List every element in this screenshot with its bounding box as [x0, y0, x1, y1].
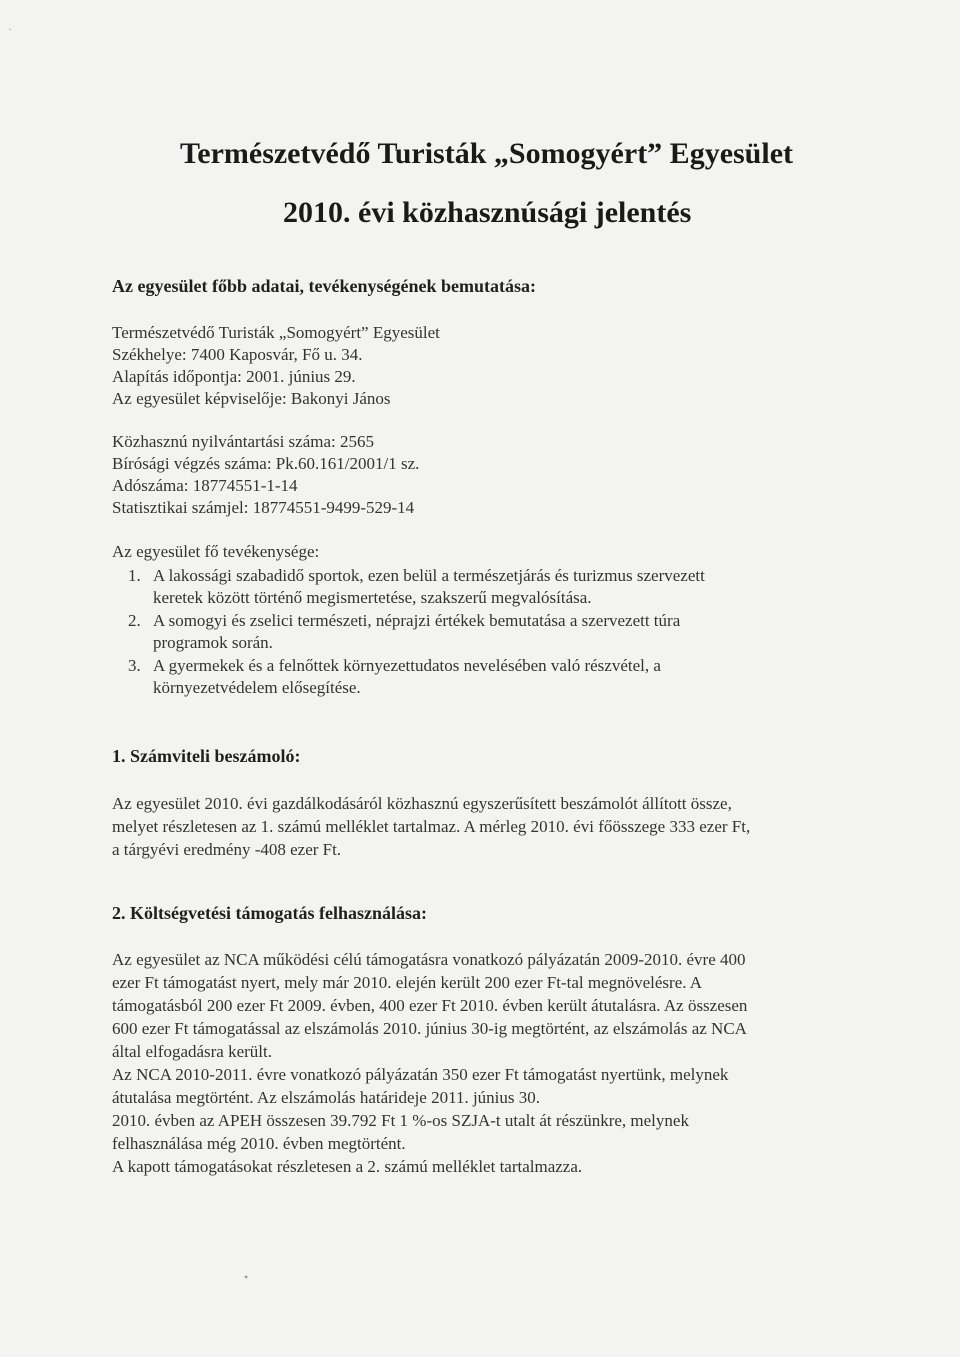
list-item — [128, 565, 853, 609]
list-number: 2. — [128, 611, 141, 630]
info-line: Az egyesület képviselője: Bakonyi János — [112, 389, 391, 408]
list-item — [128, 655, 853, 699]
activities-label: Az egyesület fő tevékenysége: — [112, 542, 320, 561]
info-line: Közhasznú nyilvántartási száma: 2565 — [112, 432, 375, 451]
info-line: Székhelye: 7400 Kaposvár, Fő u. 34. — [112, 345, 363, 364]
registry-info-block — [112, 431, 419, 519]
list-item — [128, 610, 853, 654]
info-line: Bírósági végzés száma: Pk.60.161/2001/1 sz. — [112, 454, 420, 473]
scan-artifact: · — [8, 22, 12, 36]
info-line: Adószáma: 18774551-1-14 — [112, 476, 298, 495]
list-text: A gyermekek és a felnőttek környezettudatos nevelésében való részvétel, a környezetvédelem elősegítése. — [153, 656, 661, 697]
section-1-heading: 1. Számviteli beszámoló: — [112, 746, 301, 766]
activities-list — [128, 565, 853, 700]
info-line: Természetvédő Turisták „Somogyért” Egyesület — [112, 323, 440, 342]
list-text: A somogyi és zselici természeti, néprajzi értékek bemutatása a szervezett túra programok során. — [153, 611, 681, 652]
info-line: Statisztikai számjel: 18774551-9499-529-14 — [112, 498, 415, 517]
section-2-heading: 2. Költségvetési támogatás felhasználása: — [112, 903, 427, 923]
list-number: 1. — [128, 566, 141, 585]
scan-artifact: • — [244, 1270, 249, 1284]
list-text: A lakossági szabadidő sportok, ezen belül a természetjárás és turizmus szervezett keretek között történő megismertetése, szakszerű megvalósítása. — [153, 566, 705, 607]
document-subtitle: 2010. évi közhasznúsági jelentés — [283, 196, 692, 229]
section-1-text: Az egyesület 2010. évi gazdálkodásáról közhasznú egyszerűsített beszámolót állított össze, melyet részletesen az 1. számú melléklet tartalmaz. A mérleg 2010. évi főösszege 333 ezer Ft, a tárgyévi eredmény -408 ezer Ft. — [112, 794, 751, 859]
list-number: 3. — [128, 656, 141, 675]
info-line: Alapítás időpontja: 2001. június 29. — [112, 367, 356, 386]
document-title: Természetvédő Turisták „Somogyért” Egyesület — [180, 137, 794, 170]
basic-info-block — [112, 322, 440, 410]
intro-heading: Az egyesület főbb adatai, tevékenységének bemutatása: — [112, 276, 536, 296]
section-2-text: Az egyesület az NCA működési célú támogatásra vonatkozó pályázatán 2009-2010. évre 400 ezer Ft támogatást nyert, mely már 2010. elején került 200 ezer Ft-tal megnövelésre. A támogatásból 200 ezer Ft 2009. évben, 400 ezer Ft 2010. évben került átutalásra. Az összesen 600 ezer Ft támogatással az elszámolás 2010. június 30-ig megtörtént, az elszámolás az NCA által elfogadásra került. Az NCA 2010-2011. évre vonatkozó pályázatán 350 ezer Ft támogatást nyertünk, melynek átutalása megtörtént. Az elszámolás határideje 2011. június 30. 2010. évben az APEH összesen 39.792 Ft 1 %-os SZJA-t utalt át részünkre, melynek felhasználása még 2010. évben megtörtént. A kapott támogatásokat részletesen a 2. számú melléklet tartalmazza. — [112, 950, 748, 1176]
